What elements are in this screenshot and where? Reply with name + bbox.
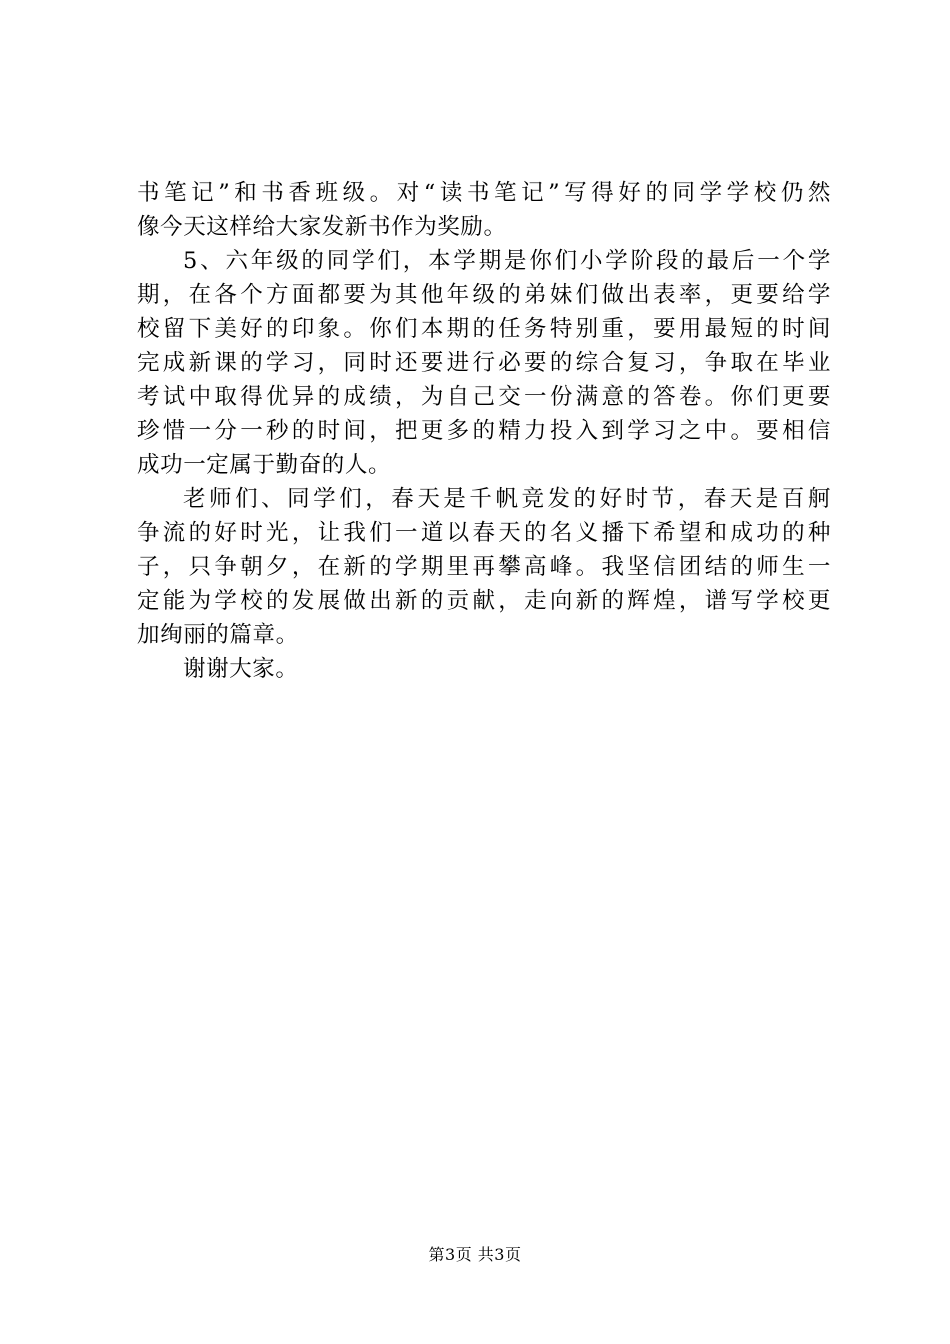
text-line: 老师们、同学们，春天是千帆竞发的好时节，春天是百舸 (183, 486, 831, 512)
text-line: 珍惜一分一秒的时间，把更多的精力投入到学习之中。要相信 (137, 418, 831, 444)
text-line: 完成新课的学习，同时还要进行必要的综合复习，争取在毕业 (137, 350, 831, 376)
paragraph-thanks (137, 652, 831, 686)
text-line: 像今天这样给大家发新书作为奖励。 (137, 214, 507, 240)
text-line: 谢谢大家。 (183, 656, 299, 682)
text-line: 校留下美好的印象。你们本期的任务特别重，要用最短的时间 (137, 316, 831, 342)
page-number-footer: 第3页 共3页 (428, 1245, 522, 1264)
text-line: 成功一定属于勤奋的人。 (137, 452, 392, 478)
text-line: 考试中取得优异的成绩，为自己交一份满意的答卷。你们更要 (137, 384, 831, 410)
text-line: 争流的好时光，让我们一道以春天的名义播下希望和成功的种 (137, 520, 831, 546)
document-body (137, 176, 831, 686)
text-line: 5、六年级的同学们，本学期是你们小学阶段的最后一个学 (183, 248, 831, 274)
text-line: 加绚丽的篇章。 (137, 622, 299, 648)
paragraph-closing (137, 482, 831, 652)
text-line: 书笔记”和书香班级。对“读书笔记”写得好的同学学校仍然 (137, 180, 831, 206)
text-line: 子，只争朝夕，在新的学期里再攀高峰。我坚信团结的师生一 (137, 554, 831, 580)
paragraph-item-5 (137, 244, 831, 482)
paragraph-continuation (137, 176, 831, 244)
text-line: 期，在各个方面都要为其他年级的弟妹们做出表率，更要给学 (137, 282, 831, 308)
text-line: 定能为学校的发展做出新的贡献，走向新的辉煌，谱写学校更 (137, 588, 831, 614)
